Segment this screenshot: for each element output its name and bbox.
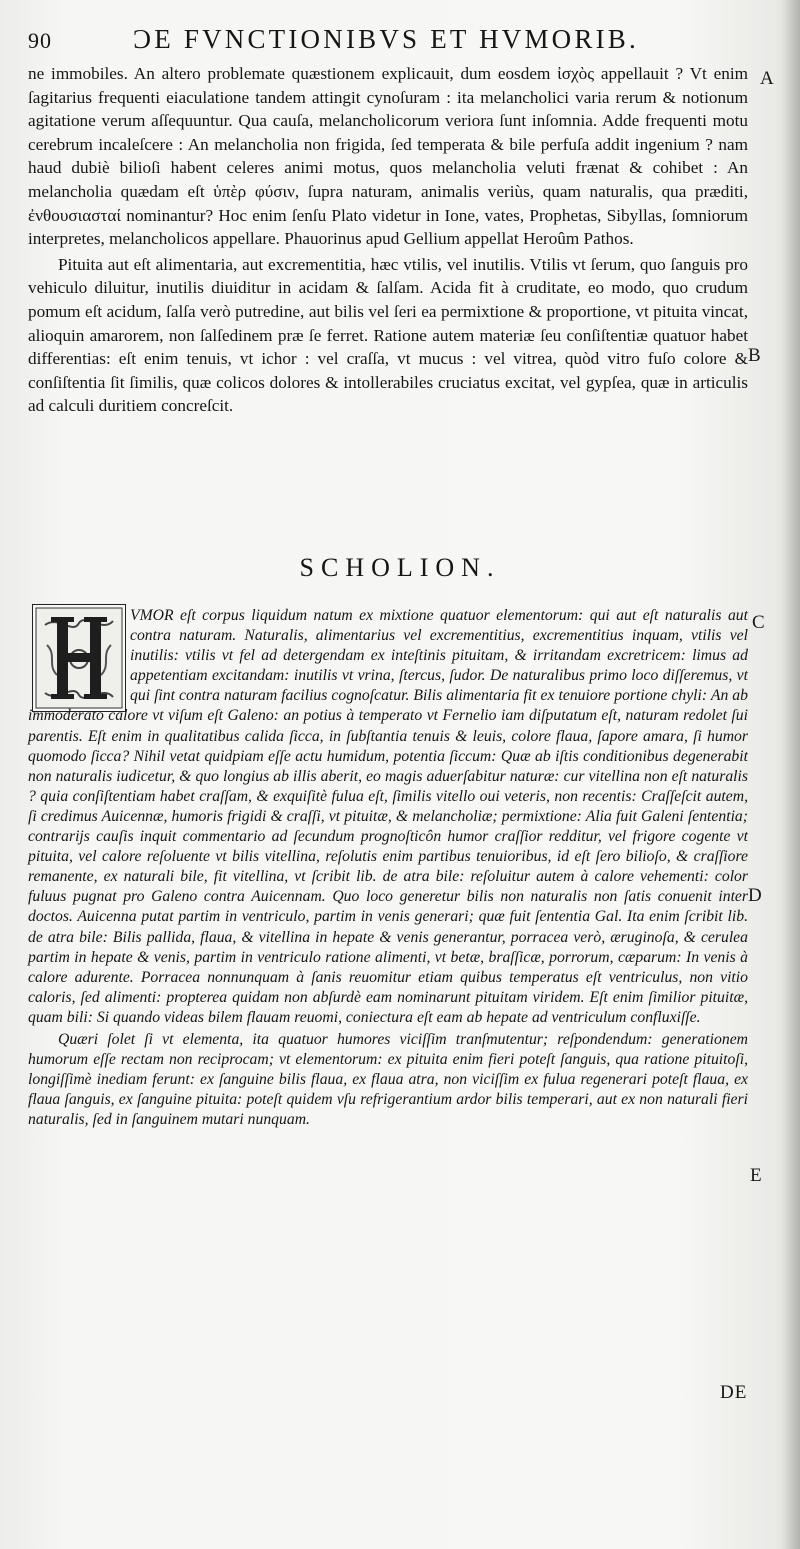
margin-letter-c: C	[752, 612, 765, 633]
paragraph-pituita: Pituita aut eſt alimentaria, aut excrementitia, hæc vtilis, vel inutilis. Vtilis vt ſerum, quo ſanguis pro vehiculo diluitur, inutilis diuiditur in acidam & ſalſam. Acida fit à cruditate, eo modo, quo crudum pomum eſt acidum, ſalſa verò putredine, aut bilis vel ſeri ea permixtione & proportione, vt pituita vincat, alioquin amarorem, non ſalſedinem præ ſe ferret. Ratione autem materiæ ſeu conſiſtentiæ quatuor habet differentias: eſt enim tenuis, vt ichor : vel craſſa, vt mucus : vel vitrea, quòd vitro fuſo colore & conſiſtentia ſit ſimilis, quæ colicos dolores & intollerabiles cruciatus excitat, vel gypſea, quæ in articulis ad calculi duritiem concreſcit.	[28, 254, 748, 416]
scholion-text	[28, 606, 748, 1130]
scholion-paragraph-2: Quæri ſolet ſi vt elementa, ita quatuor humores viciſſim tranſmutentur; reſpondendum: generationem humorum eſſe rectam non reciprocam; vt elementorum: ex pituita enim fieri poteſt ſanguis, qua ratione pituitoſi, longiſſimè inediam ferunt: ex ſanguine bilis flaua, ex flaua atra, non viciſſim ex fulua regenerari poteſt flaua, ex flaua ſanguis, ex ſanguine pituita: poteſt quidem vſu refrigerantium ardor bilis temperari, aut ex non naturali fieri naturalis, ſed in ſanguinem mutari nunquam.	[28, 1030, 748, 1129]
margin-letter-b: B	[748, 345, 761, 366]
main-text	[28, 62, 748, 418]
catchword: DE	[720, 1382, 748, 1403]
page-header	[28, 24, 758, 58]
margin-letter-e: E	[750, 1165, 762, 1186]
scholion-heading: SCHOLION.	[299, 553, 501, 582]
paragraph-melancholia: ne immobiles. An altero problemate quæstionem explicauit, dum eosdem ἰσχὸς appellauit ? Vt enim ſagitarius frequenti eiaculatione tandem attingit cynoſuram : ita melancholici varia rerum & notionum agitatione verum aſſequuntur. Qua cauſa, melancholicorum veriora ſunt inſomnia. Adde frequenti motu cerebrum incaleſcere : An melancholia non frigida, ſed temperata & bile perfuſa addit ingenium ? nam haud dubiè bilioſi habent celeres animi motus, quos melancholia veluti frænat & cohibet : An melancholia quædam eſt ὑπὲρ φύσιν, ſupra naturam, animalis veriùs, quam naturalis, qua præditi, ἐνθουσιασταί nominantur? Hoc enim ſenſu Plato videtur in Ione, vates, Prophetas, Sibyllas, ſomniorum interpretes, melancholicos appellare. Phauorinus apud Gellium appellat Heroûm Pathos.	[28, 64, 748, 249]
margin-letter-d: D	[748, 885, 762, 906]
page-edge-shadow	[782, 0, 800, 1549]
running-title: ƆE FVNCTIONIBVS ET HVMORIB.	[133, 24, 639, 54]
scholion-paragraph-1: VMOR eſt corpus liquidum natum ex mixtione quatuor elementorum: qui aut eſt naturalis aut contra naturam. Naturalis, alimentarius vel excrementitius, excrementitius inquam, vtilis vel inutilis: vtilis vt fel ad detergendam ex inteſtinis pituitam, & irritandam excretricem: limus ad appetentiam excitandam: inutilis vt vrina, ſtercus, ſudor. De naturalibus primo loco diſſeremus, vt qui ſint contra naturam facilius cognoſcatur. Bilis alimentaria fit ex tenuiore portione chyli: An ab immoderato calore vt viſum eſt Galeno: an potius à temperato vt Fernelio iam diſputatum eſt, naturam redolet ſui parentis. Eſt enim in qualitatibus calida ſicca, in ſubſtantia tenuis & leuis, colore flaua, ſapore amara, ſi humor quomodo ſicca? Nihil vetat quidpiam eſſe actu humidum, potentia ſiccum: Quæ ab iſtis conditionibus degenerabit non naturalis iudicetur, & quo longius ab illis aberit, eo magis aduerſabitur naturæ: cur vitellina non eſt naturalis ? quia conſiſtentiam habet craſſam, & exquiſitè fulua eſt, ſimilis vitello oui veteris, non recentis: Craſſeſcit autem, ſi credimus Auicennæ, humoris frigidi & craſſi, vt pituitæ, & melancholiæ; permixtione: Alia fuit Galeni ſententia; contrarijs cauſis inquit commentario ad ſecundum prognoſticôn humor craſſior redditur, vel frigore cogente vt pituita, vel calore reſoluente vt bilis vitellina, reſolutis enim partibus tenuioribus, id eſt ſero bilioſo, & craſſiore remanente, ex naturali bile, fit vitellina, vt ſcribit lib. de atra bile: reſoluitur autem à calore vehementi: color fuluus pugnat pro Galeno contra Auicennam. Quo loco generetur bilis non naturalis non ſatis conuenit inter doctos. Auicenna putat partim in ventriculo, partim in venis generari; quæ fuit ſententia Gal. Ita enim ſcribit lib. de atra bile: Bilis pallida, flaua, & vitellina in hepate & venis generantur, porracea verò, æruginoſa, & cerulea partim in hepate & venis, partim in ventriculo ratione alimenti, vt betæ, braſſicæ, porrorum, cæparum: In venis à calore adurente. Porracea nonnunquam à ſanis reuomitur etiam quibus temperatus eſt ventriculus, non vitio caloris, ſed alimenti: propterea quidam non abſurdè eam nominarunt pituitam viridem. Eſt enim ſimilior pituitæ, quam bili: Si quando videas bilem flauam reuomi, coniectura eſt eam ab hepate ad ventriculum confluxiſſe.	[28, 607, 748, 1026]
margin-letter-a: A	[760, 68, 774, 89]
page-number: 90	[28, 28, 52, 53]
